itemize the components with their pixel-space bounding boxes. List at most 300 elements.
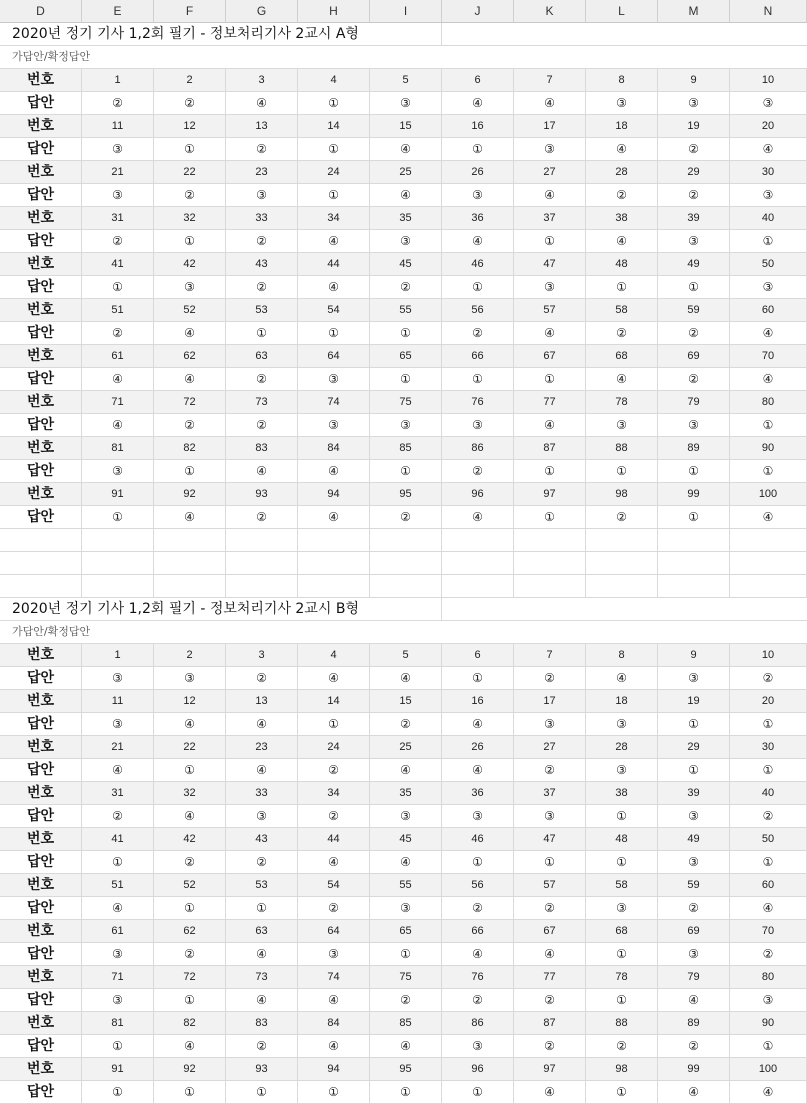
number-label[interactable]: 번호 [0,483,82,505]
question-number-cell[interactable]: 73 [226,391,298,413]
question-number-cell[interactable]: 29 [658,161,730,183]
answer-cell[interactable]: ③ [658,851,730,873]
question-number-cell[interactable]: 26 [442,736,514,758]
answer-cell[interactable]: ④ [514,1081,586,1103]
answer-label[interactable]: 답안 [0,851,82,873]
answer-cell[interactable]: ④ [442,759,514,781]
number-label[interactable]: 번호 [0,207,82,229]
answer-cell[interactable]: ③ [586,414,658,436]
answer-cell[interactable]: ② [370,713,442,735]
question-number-cell[interactable]: 71 [82,966,154,988]
answer-cell[interactable]: ① [442,667,514,689]
answer-label[interactable]: 답안 [0,897,82,919]
question-number-cell[interactable]: 93 [226,1058,298,1080]
answer-cell[interactable]: ② [730,667,807,689]
question-number-cell[interactable]: 24 [298,736,370,758]
number-label[interactable]: 번호 [0,874,82,896]
question-number-cell[interactable]: 14 [298,690,370,712]
answer-cell[interactable]: ① [154,989,226,1011]
column-header-f[interactable]: F [154,0,226,22]
answer-cell[interactable]: ② [226,138,298,160]
question-number-cell[interactable]: 35 [370,782,442,804]
question-number-cell[interactable]: 49 [658,253,730,275]
question-number-cell[interactable]: 29 [658,736,730,758]
empty-cell[interactable] [586,552,658,574]
question-number-cell[interactable]: 92 [154,483,226,505]
question-number-cell[interactable]: 94 [298,483,370,505]
answer-cell[interactable]: ③ [82,184,154,206]
question-number-cell[interactable]: 42 [154,253,226,275]
column-header-n[interactable]: N [730,0,807,22]
question-number-cell[interactable]: 77 [514,966,586,988]
answer-cell[interactable]: ① [658,460,730,482]
answer-cell[interactable]: ③ [514,138,586,160]
answer-cell[interactable]: ① [658,506,730,528]
answer-cell[interactable]: ② [658,368,730,390]
answer-cell[interactable]: ④ [298,1035,370,1057]
empty-cell[interactable] [226,529,298,551]
answer-cell[interactable]: ① [442,368,514,390]
answer-cell[interactable]: ① [586,805,658,827]
empty-cell[interactable] [370,552,442,574]
number-label[interactable]: 번호 [0,1012,82,1034]
question-number-cell[interactable]: 27 [514,736,586,758]
question-number-cell[interactable]: 70 [730,920,807,942]
answer-label[interactable]: 답안 [0,989,82,1011]
question-number-cell[interactable]: 10 [730,644,807,666]
question-number-cell[interactable]: 69 [658,345,730,367]
question-number-cell[interactable]: 99 [658,483,730,505]
question-number-cell[interactable]: 82 [154,437,226,459]
answer-cell[interactable]: ① [730,713,807,735]
answer-cell[interactable]: ④ [442,92,514,114]
answer-cell[interactable]: ① [154,230,226,252]
answer-cell[interactable]: ④ [298,667,370,689]
answer-cell[interactable]: ③ [586,713,658,735]
empty-cell[interactable] [658,529,730,551]
question-number-cell[interactable]: 31 [82,207,154,229]
answer-cell[interactable]: ② [226,1035,298,1057]
answer-cell[interactable]: ③ [370,230,442,252]
answer-cell[interactable]: ① [298,92,370,114]
answer-cell[interactable]: ④ [658,1081,730,1103]
question-number-cell[interactable]: 66 [442,345,514,367]
number-label[interactable]: 번호 [0,736,82,758]
answer-cell[interactable]: ① [514,368,586,390]
question-number-cell[interactable]: 7 [514,69,586,91]
question-number-cell[interactable]: 18 [586,690,658,712]
number-label[interactable]: 번호 [0,1058,82,1080]
question-number-cell[interactable]: 100 [730,483,807,505]
answer-cell[interactable]: ④ [370,851,442,873]
question-number-cell[interactable]: 46 [442,828,514,850]
question-number-cell[interactable]: 73 [226,966,298,988]
answer-cell[interactable]: ③ [82,460,154,482]
empty-cell[interactable] [370,529,442,551]
answer-cell[interactable]: ② [514,897,586,919]
question-number-cell[interactable]: 8 [586,644,658,666]
answer-cell[interactable]: ④ [370,759,442,781]
answer-cell[interactable]: ③ [154,667,226,689]
answer-cell[interactable]: ④ [370,184,442,206]
answer-cell[interactable]: ③ [730,989,807,1011]
empty-cell[interactable] [730,529,807,551]
question-number-cell[interactable]: 58 [586,874,658,896]
question-number-cell[interactable]: 36 [442,782,514,804]
answer-cell[interactable]: ④ [442,713,514,735]
question-number-cell[interactable]: 45 [370,253,442,275]
question-number-cell[interactable]: 19 [658,690,730,712]
question-number-cell[interactable]: 69 [658,920,730,942]
answer-cell[interactable]: ① [226,897,298,919]
empty-cell[interactable] [298,529,370,551]
answer-cell[interactable]: ① [370,460,442,482]
answer-cell[interactable]: ③ [658,414,730,436]
column-header-j[interactable]: J [442,0,514,22]
answer-cell[interactable]: ④ [658,989,730,1011]
answer-cell[interactable]: ① [730,851,807,873]
question-number-cell[interactable]: 86 [442,1012,514,1034]
question-number-cell[interactable]: 61 [82,345,154,367]
question-number-cell[interactable]: 98 [586,483,658,505]
question-number-cell[interactable]: 97 [514,1058,586,1080]
answer-cell[interactable]: ① [154,897,226,919]
question-number-cell[interactable]: 84 [298,1012,370,1034]
question-number-cell[interactable]: 60 [730,874,807,896]
question-number-cell[interactable]: 12 [154,115,226,137]
question-number-cell[interactable]: 22 [154,161,226,183]
answer-cell[interactable]: ③ [226,805,298,827]
answer-cell[interactable]: ④ [730,368,807,390]
question-number-cell[interactable]: 30 [730,161,807,183]
answer-cell[interactable]: ④ [82,368,154,390]
question-number-cell[interactable]: 24 [298,161,370,183]
answer-cell[interactable]: ② [82,92,154,114]
question-number-cell[interactable]: 23 [226,161,298,183]
question-number-cell[interactable]: 99 [658,1058,730,1080]
question-number-cell[interactable]: 14 [298,115,370,137]
question-number-cell[interactable]: 65 [370,345,442,367]
question-number-cell[interactable]: 20 [730,690,807,712]
question-number-cell[interactable]: 31 [82,782,154,804]
answer-cell[interactable]: ③ [298,414,370,436]
number-label[interactable]: 번호 [0,828,82,850]
question-number-cell[interactable]: 66 [442,920,514,942]
question-number-cell[interactable]: 43 [226,253,298,275]
question-number-cell[interactable]: 47 [514,828,586,850]
answer-label[interactable]: 답안 [0,322,82,344]
question-number-cell[interactable]: 23 [226,736,298,758]
question-number-cell[interactable]: 10 [730,69,807,91]
question-number-cell[interactable]: 53 [226,874,298,896]
answer-cell[interactable]: ② [154,414,226,436]
empty-cell[interactable] [658,552,730,574]
answer-cell[interactable]: ④ [514,414,586,436]
question-number-cell[interactable]: 91 [82,1058,154,1080]
question-number-cell[interactable]: 37 [514,782,586,804]
question-number-cell[interactable]: 58 [586,299,658,321]
answer-label[interactable]: 답안 [0,460,82,482]
question-number-cell[interactable]: 42 [154,828,226,850]
question-number-cell[interactable]: 38 [586,207,658,229]
question-number-cell[interactable]: 37 [514,207,586,229]
answer-cell[interactable]: ③ [82,713,154,735]
empty-cell[interactable] [586,529,658,551]
answer-cell[interactable]: ④ [370,138,442,160]
answer-cell[interactable]: ④ [730,322,807,344]
answer-cell[interactable]: ① [298,713,370,735]
empty-cell[interactable] [226,575,298,597]
answer-cell[interactable]: ① [226,322,298,344]
question-number-cell[interactable]: 41 [82,253,154,275]
answer-cell[interactable]: ④ [226,943,298,965]
number-label[interactable]: 번호 [0,115,82,137]
empty-cell[interactable] [730,575,807,597]
answer-cell[interactable]: ④ [730,1081,807,1103]
answer-cell[interactable]: ④ [586,667,658,689]
answer-cell[interactable]: ④ [298,276,370,298]
answer-cell[interactable]: ③ [730,92,807,114]
question-number-cell[interactable]: 89 [658,1012,730,1034]
question-number-cell[interactable]: 90 [730,1012,807,1034]
question-number-cell[interactable]: 6 [442,69,514,91]
question-number-cell[interactable]: 83 [226,437,298,459]
question-number-cell[interactable]: 81 [82,1012,154,1034]
answer-cell[interactable]: ④ [298,851,370,873]
question-number-cell[interactable]: 62 [154,920,226,942]
answer-cell[interactable]: ③ [154,276,226,298]
question-number-cell[interactable]: 16 [442,690,514,712]
question-number-cell[interactable]: 59 [658,874,730,896]
empty-cell[interactable] [514,552,586,574]
answer-label[interactable]: 답안 [0,414,82,436]
answer-cell[interactable]: ① [730,230,807,252]
answer-cell[interactable]: ③ [658,805,730,827]
empty-cell[interactable] [370,575,442,597]
question-number-cell[interactable]: 70 [730,345,807,367]
answer-cell[interactable]: ④ [442,943,514,965]
answer-cell[interactable]: ② [82,230,154,252]
question-number-cell[interactable]: 56 [442,299,514,321]
answer-cell[interactable]: ② [226,414,298,436]
answer-cell[interactable]: ④ [154,506,226,528]
question-number-cell[interactable]: 96 [442,1058,514,1080]
answer-type-label[interactable]: 가답안/확정답안 [12,625,91,638]
answer-label[interactable]: 답안 [0,184,82,206]
question-number-cell[interactable]: 12 [154,690,226,712]
answer-label[interactable]: 답안 [0,1035,82,1057]
answer-cell[interactable]: ① [442,1081,514,1103]
question-number-cell[interactable]: 79 [658,966,730,988]
question-number-cell[interactable]: 75 [370,391,442,413]
answer-cell[interactable]: ① [154,460,226,482]
answer-cell[interactable]: ① [370,1081,442,1103]
question-number-cell[interactable]: 44 [298,828,370,850]
column-header-g[interactable]: G [226,0,298,22]
column-header-h[interactable]: H [298,0,370,22]
question-number-cell[interactable]: 56 [442,874,514,896]
question-number-cell[interactable]: 54 [298,299,370,321]
empty-cell[interactable] [154,529,226,551]
empty-cell[interactable] [514,529,586,551]
question-number-cell[interactable]: 20 [730,115,807,137]
question-number-cell[interactable]: 50 [730,253,807,275]
answer-cell[interactable]: ② [82,805,154,827]
question-number-cell[interactable]: 11 [82,690,154,712]
question-number-cell[interactable]: 88 [586,437,658,459]
question-number-cell[interactable]: 72 [154,966,226,988]
question-number-cell[interactable]: 2 [154,69,226,91]
question-number-cell[interactable]: 51 [82,299,154,321]
answer-cell[interactable]: ③ [586,92,658,114]
number-label[interactable]: 번호 [0,782,82,804]
answer-cell[interactable]: ① [586,851,658,873]
question-number-cell[interactable]: 64 [298,345,370,367]
answer-label[interactable]: 답안 [0,713,82,735]
question-number-cell[interactable]: 64 [298,920,370,942]
question-number-cell[interactable]: 38 [586,782,658,804]
number-label[interactable]: 번호 [0,391,82,413]
empty-cell[interactable] [82,529,154,551]
question-number-cell[interactable]: 34 [298,207,370,229]
answer-cell[interactable]: ④ [370,667,442,689]
answer-cell[interactable]: ② [442,897,514,919]
answer-cell[interactable]: ④ [442,230,514,252]
question-number-cell[interactable]: 77 [514,391,586,413]
answer-cell[interactable]: ① [514,506,586,528]
answer-cell[interactable]: ② [586,1035,658,1057]
answer-cell[interactable]: ④ [730,138,807,160]
answer-cell[interactable]: ② [298,759,370,781]
empty-cell[interactable] [0,529,82,551]
answer-cell[interactable]: ② [226,667,298,689]
question-number-cell[interactable]: 46 [442,253,514,275]
answer-cell[interactable]: ④ [226,989,298,1011]
empty-cell[interactable] [442,23,807,45]
answer-cell[interactable]: ② [514,1035,586,1057]
answer-cell[interactable]: ① [82,851,154,873]
empty-cell[interactable] [730,552,807,574]
question-number-cell[interactable]: 89 [658,437,730,459]
question-number-cell[interactable]: 34 [298,782,370,804]
number-label[interactable]: 번호 [0,437,82,459]
question-number-cell[interactable]: 49 [658,828,730,850]
answer-cell[interactable]: ① [82,506,154,528]
question-number-cell[interactable]: 50 [730,828,807,850]
question-number-cell[interactable]: 25 [370,736,442,758]
question-number-cell[interactable]: 91 [82,483,154,505]
answer-cell[interactable]: ③ [82,943,154,965]
number-label[interactable]: 번호 [0,299,82,321]
question-number-cell[interactable]: 52 [154,874,226,896]
answer-cell[interactable]: ① [442,851,514,873]
answer-cell[interactable]: ② [586,184,658,206]
empty-cell[interactable] [298,575,370,597]
answer-cell[interactable]: ① [154,1081,226,1103]
answer-cell[interactable]: ② [658,322,730,344]
answer-cell[interactable]: ③ [658,943,730,965]
answer-cell[interactable]: ④ [82,897,154,919]
question-number-cell[interactable]: 27 [514,161,586,183]
question-number-cell[interactable]: 3 [226,644,298,666]
answer-cell[interactable]: ② [658,138,730,160]
question-number-cell[interactable]: 19 [658,115,730,137]
answer-cell[interactable]: ④ [298,989,370,1011]
question-number-cell[interactable]: 3 [226,69,298,91]
question-number-cell[interactable]: 28 [586,161,658,183]
question-number-cell[interactable]: 6 [442,644,514,666]
number-label[interactable]: 번호 [0,644,82,666]
number-label[interactable]: 번호 [0,690,82,712]
question-number-cell[interactable]: 47 [514,253,586,275]
answer-label[interactable]: 답안 [0,943,82,965]
question-number-cell[interactable]: 87 [514,437,586,459]
answer-cell[interactable]: ② [730,943,807,965]
answer-cell[interactable]: ① [586,1081,658,1103]
column-header-m[interactable]: M [658,0,730,22]
question-number-cell[interactable]: 80 [730,966,807,988]
empty-cell[interactable] [658,575,730,597]
answer-cell[interactable]: ① [298,322,370,344]
question-number-cell[interactable]: 21 [82,736,154,758]
question-number-cell[interactable]: 76 [442,966,514,988]
answer-cell[interactable]: ② [370,506,442,528]
answer-cell[interactable]: ② [82,322,154,344]
question-number-cell[interactable]: 90 [730,437,807,459]
answer-cell[interactable]: ① [730,414,807,436]
answer-cell[interactable]: ① [298,184,370,206]
answer-cell[interactable]: ④ [586,230,658,252]
answer-cell[interactable]: ③ [586,759,658,781]
answer-cell[interactable]: ② [658,1035,730,1057]
column-header-l[interactable]: L [586,0,658,22]
answer-cell[interactable]: ① [586,276,658,298]
answer-cell[interactable]: ① [658,759,730,781]
question-number-cell[interactable]: 84 [298,437,370,459]
sheet-title[interactable]: 2020년 정기 기사 1,2회 필기 - 정보처리기사 2교시 B형 [0,598,442,620]
answer-cell[interactable]: ① [514,230,586,252]
answer-cell[interactable]: ① [586,460,658,482]
question-number-cell[interactable]: 57 [514,299,586,321]
answer-cell[interactable]: ③ [730,276,807,298]
answer-cell[interactable]: ③ [442,184,514,206]
question-number-cell[interactable]: 1 [82,69,154,91]
question-number-cell[interactable]: 5 [370,69,442,91]
answer-cell[interactable]: ① [658,713,730,735]
answer-cell[interactable]: ① [82,1081,154,1103]
answer-cell[interactable]: ① [298,138,370,160]
answer-cell[interactable]: ② [226,506,298,528]
question-number-cell[interactable]: 8 [586,69,658,91]
answer-cell[interactable]: ② [154,184,226,206]
answer-cell[interactable]: ② [514,989,586,1011]
answer-cell[interactable]: ① [82,276,154,298]
empty-cell[interactable] [442,575,514,597]
answer-cell[interactable]: ④ [586,138,658,160]
answer-cell[interactable]: ④ [154,368,226,390]
question-number-cell[interactable]: 17 [514,690,586,712]
question-number-cell[interactable]: 4 [298,69,370,91]
answer-cell[interactable]: ③ [370,414,442,436]
question-number-cell[interactable]: 95 [370,483,442,505]
answer-cell[interactable]: ④ [298,230,370,252]
answer-cell[interactable]: ④ [154,713,226,735]
answer-cell[interactable]: ② [442,989,514,1011]
question-number-cell[interactable]: 75 [370,966,442,988]
empty-cell[interactable] [82,552,154,574]
question-number-cell[interactable]: 86 [442,437,514,459]
answer-cell[interactable]: ④ [298,506,370,528]
